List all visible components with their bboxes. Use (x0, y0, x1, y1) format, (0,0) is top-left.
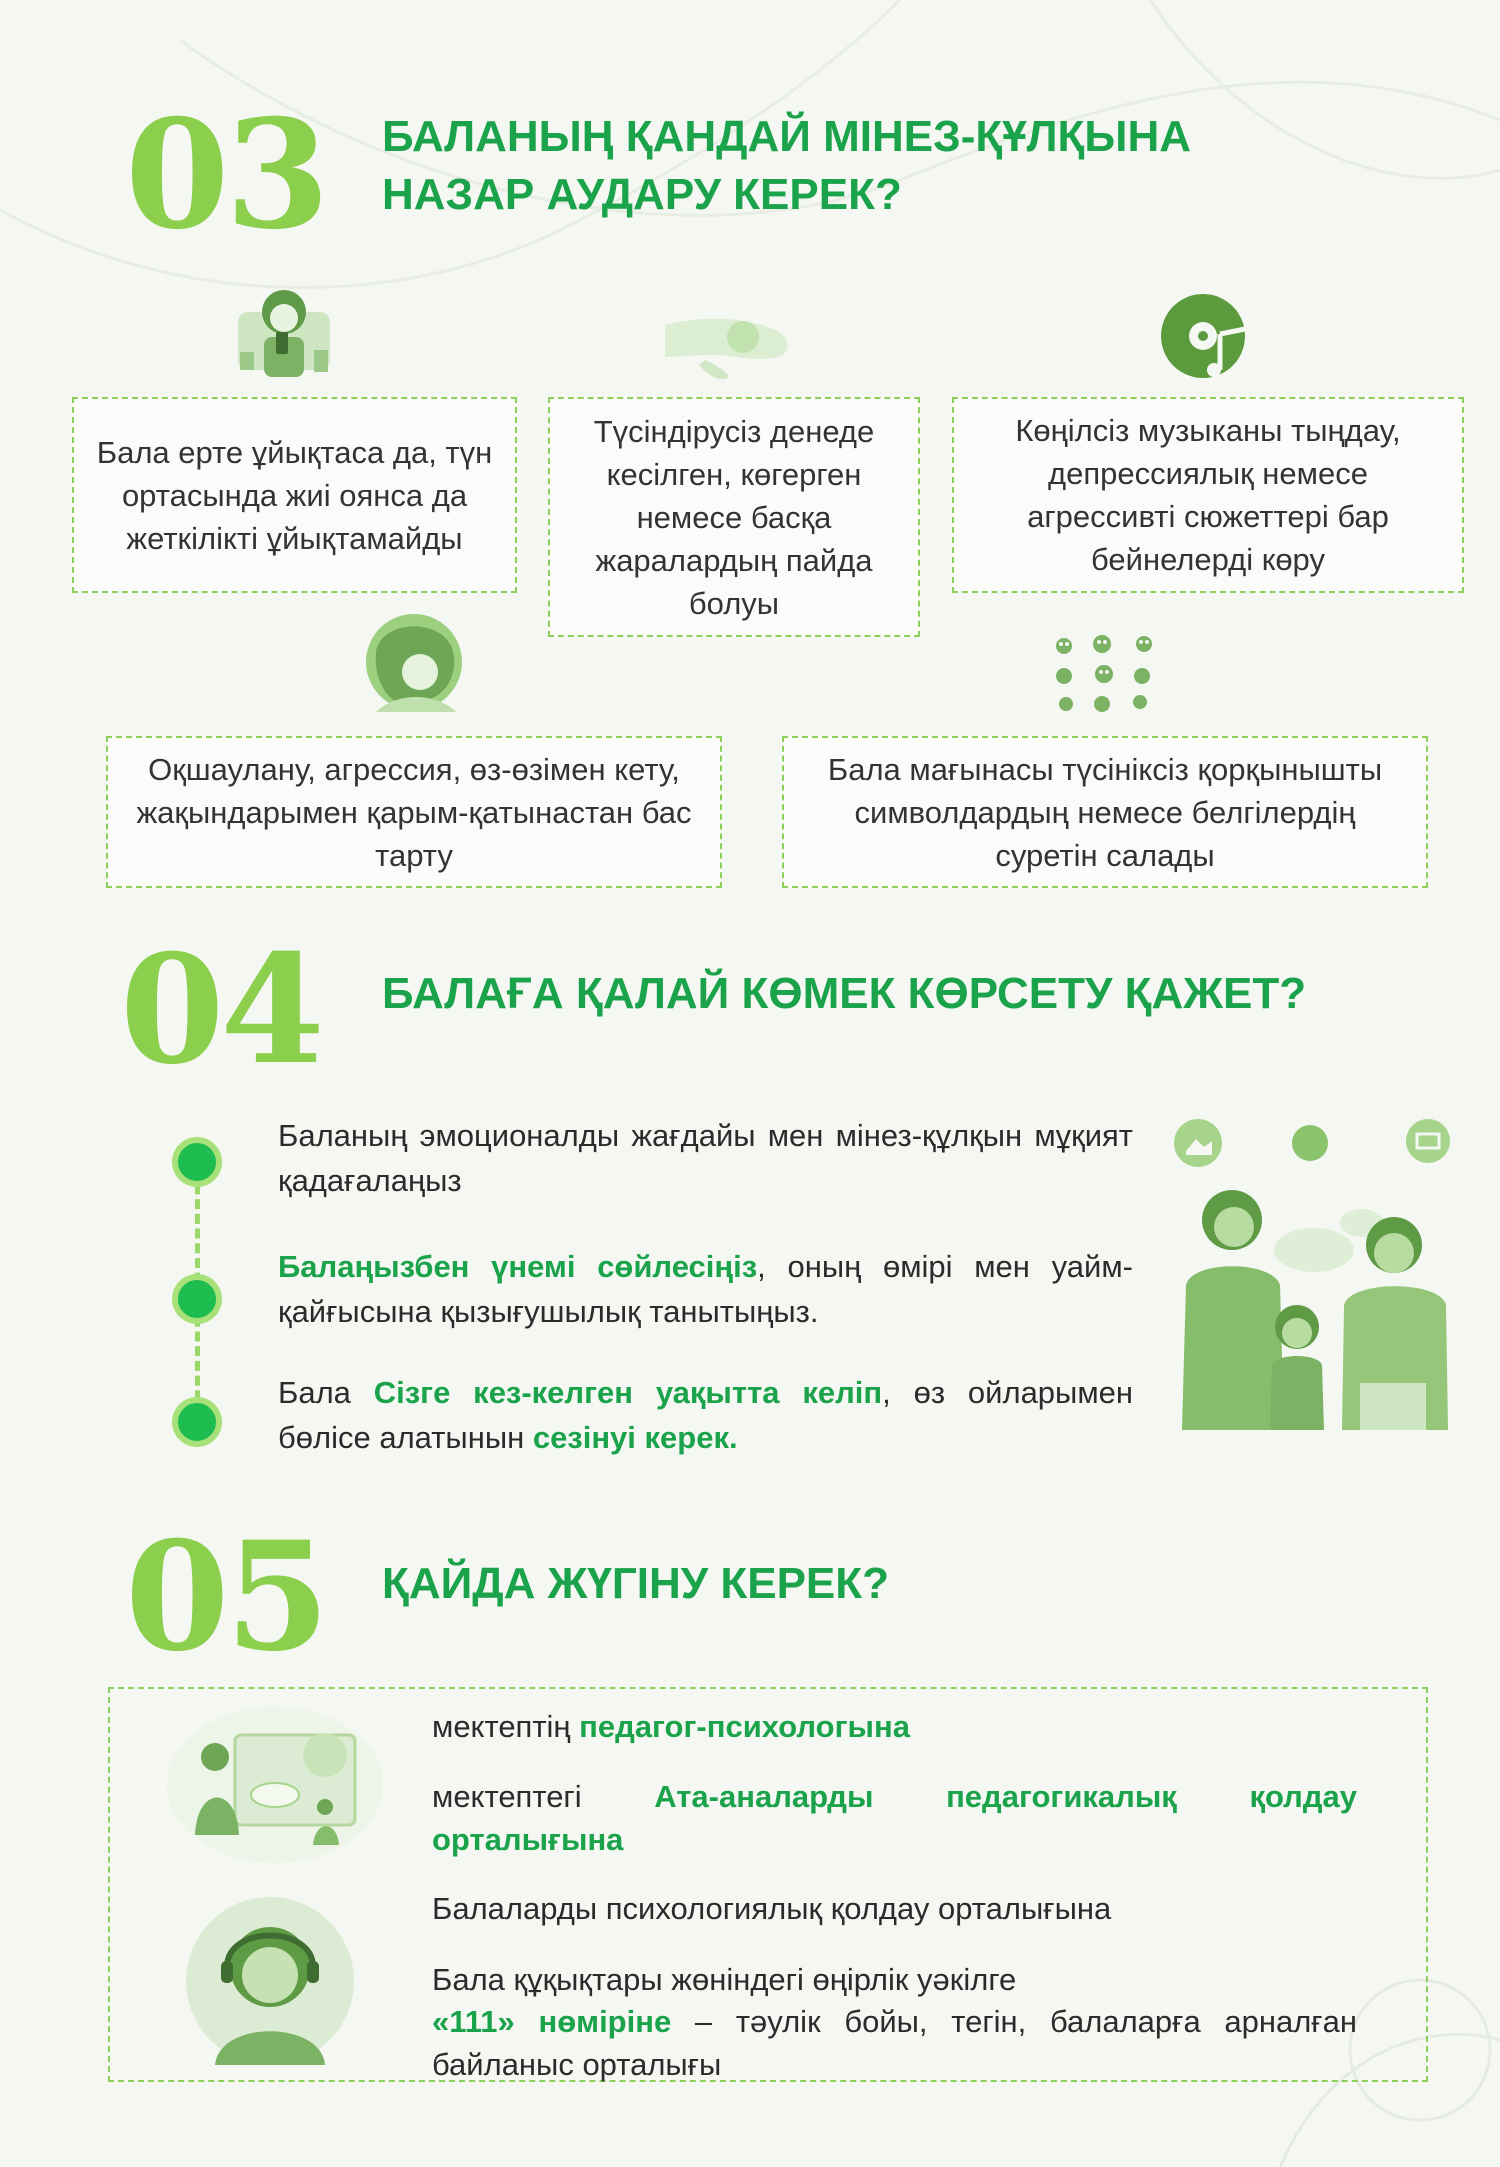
help-item-3-text-b: , өз ойларымен бөлісе алатынын (278, 1375, 1134, 1455)
help-item-2-highlight: Балаңызбен үнемі сөйлесіңіз (278, 1249, 758, 1284)
behavior-card-music (952, 397, 1464, 593)
help-item-3-highlight-b: сезінуі керек. (532, 1420, 738, 1455)
section-03-title-line1: БАЛАНЫҢ ҚАНДАЙ МІНЕЗ-ҚҰЛҚЫНА (382, 112, 1192, 161)
behavior-card-sleep-text: Бала ерте ұйықтаса да, түн ортасында жиі оянса да жеткілікті ұйықтамайды (96, 434, 493, 556)
where-line-psychologist-highlight: педагог-психологына (579, 1709, 910, 1744)
where-line-hotline-highlight: «111» нөміріне (432, 2004, 672, 2039)
section-03-title-line2: НАЗАР АУДАРУ КЕРЕК? (382, 170, 902, 219)
online-consultation-icon (165, 1705, 385, 1865)
behavior-card-injuries (548, 397, 920, 637)
where-line-psych-support-text: Балаларды психологиялық қолдау орталығына (432, 1891, 1112, 1926)
section-05-title: ҚАЙДА ЖҮГІНУ КЕРЕК? (382, 1559, 890, 1608)
help-item-1 (278, 1113, 1133, 1203)
where-line-parent-center (432, 1775, 1357, 1861)
where-line-parent-center-highlight: Ата-аналарды педагогикалық қолдау орталығына (432, 1779, 1357, 1857)
child-phone-icon (230, 282, 338, 384)
behavior-card-music-text: Көңілсіз музыканы тыңдау, депрессиялық немесе агрессивті сюжеттері бар бейнелерді көру (1015, 413, 1401, 577)
timeline-dot-2 (172, 1274, 222, 1324)
behavior-card-sleep (72, 397, 517, 593)
behavior-card-injuries-text: Түсіндірусіз денеде кесілген, көгерген немесе басқа жаралардың пайда болуы (593, 413, 875, 621)
scary-symbols-icon (1052, 632, 1162, 717)
timeline-dot-1 (172, 1137, 222, 1187)
where-line-psych-support (432, 1887, 1357, 1930)
behavior-card-symbols-text: Бала мағынасы түсініксіз қорқынышты символдардың немесе белгілердің суретін салады (827, 751, 1383, 873)
section-03-title (382, 108, 1191, 224)
help-item-3 (278, 1370, 1133, 1460)
timeline-dot-3 (172, 1397, 222, 1447)
where-line-hotline (432, 2000, 1357, 2086)
music-disc-icon (1158, 286, 1258, 386)
help-item-2 (278, 1244, 1133, 1334)
help-item-3-highlight-a: Сізге кез-келген уақытта келіп (373, 1375, 883, 1410)
section-05-number: 05 (125, 1509, 326, 1685)
help-item-3-text-a: Бала (278, 1375, 374, 1410)
where-line-parent-center-text: мектептегі (432, 1779, 655, 1814)
where-line-ombudsman (432, 1958, 1357, 2001)
bruised-arm-icon (665, 305, 795, 380)
family-talking-icon (1172, 1115, 1462, 1430)
where-line-ombudsman-text: Бала құқықтары жөніндегі өңірлік уәкілге (432, 1962, 1017, 1997)
section-04-title: БАЛАҒА ҚАЛАЙ КӨМЕК КӨРСЕТУ ҚАЖЕТ? (382, 969, 1307, 1018)
section-04-number: 04 (120, 922, 321, 1098)
operator-headset-icon (185, 1895, 355, 2067)
sad-girl-icon (356, 612, 471, 722)
where-line-psychologist (432, 1705, 1357, 1748)
section-03-number: 03 (125, 87, 326, 263)
behavior-card-isolation (106, 736, 722, 888)
where-line-psychologist-text: мектептің (432, 1709, 580, 1744)
behavior-card-isolation-text: Оқшаулану, агрессия, өз-өзімен кету, жақындарымен қарым-қатынастан бас тарту (136, 751, 692, 873)
behavior-card-symbols (782, 736, 1428, 888)
help-item-2-text: , оның өмірі мен уайм-қайғысына қызығушылық танытыңыз. (278, 1249, 1133, 1329)
help-item-1-text: Баланың эмоционалды жағдайы мен мінез-құлқын мұқият қадағалаңыз (278, 1118, 1133, 1198)
where-line-hotline-text: – тәулік бойы, тегін, балаларға арналған байланыс орталығы (432, 2004, 1357, 2082)
